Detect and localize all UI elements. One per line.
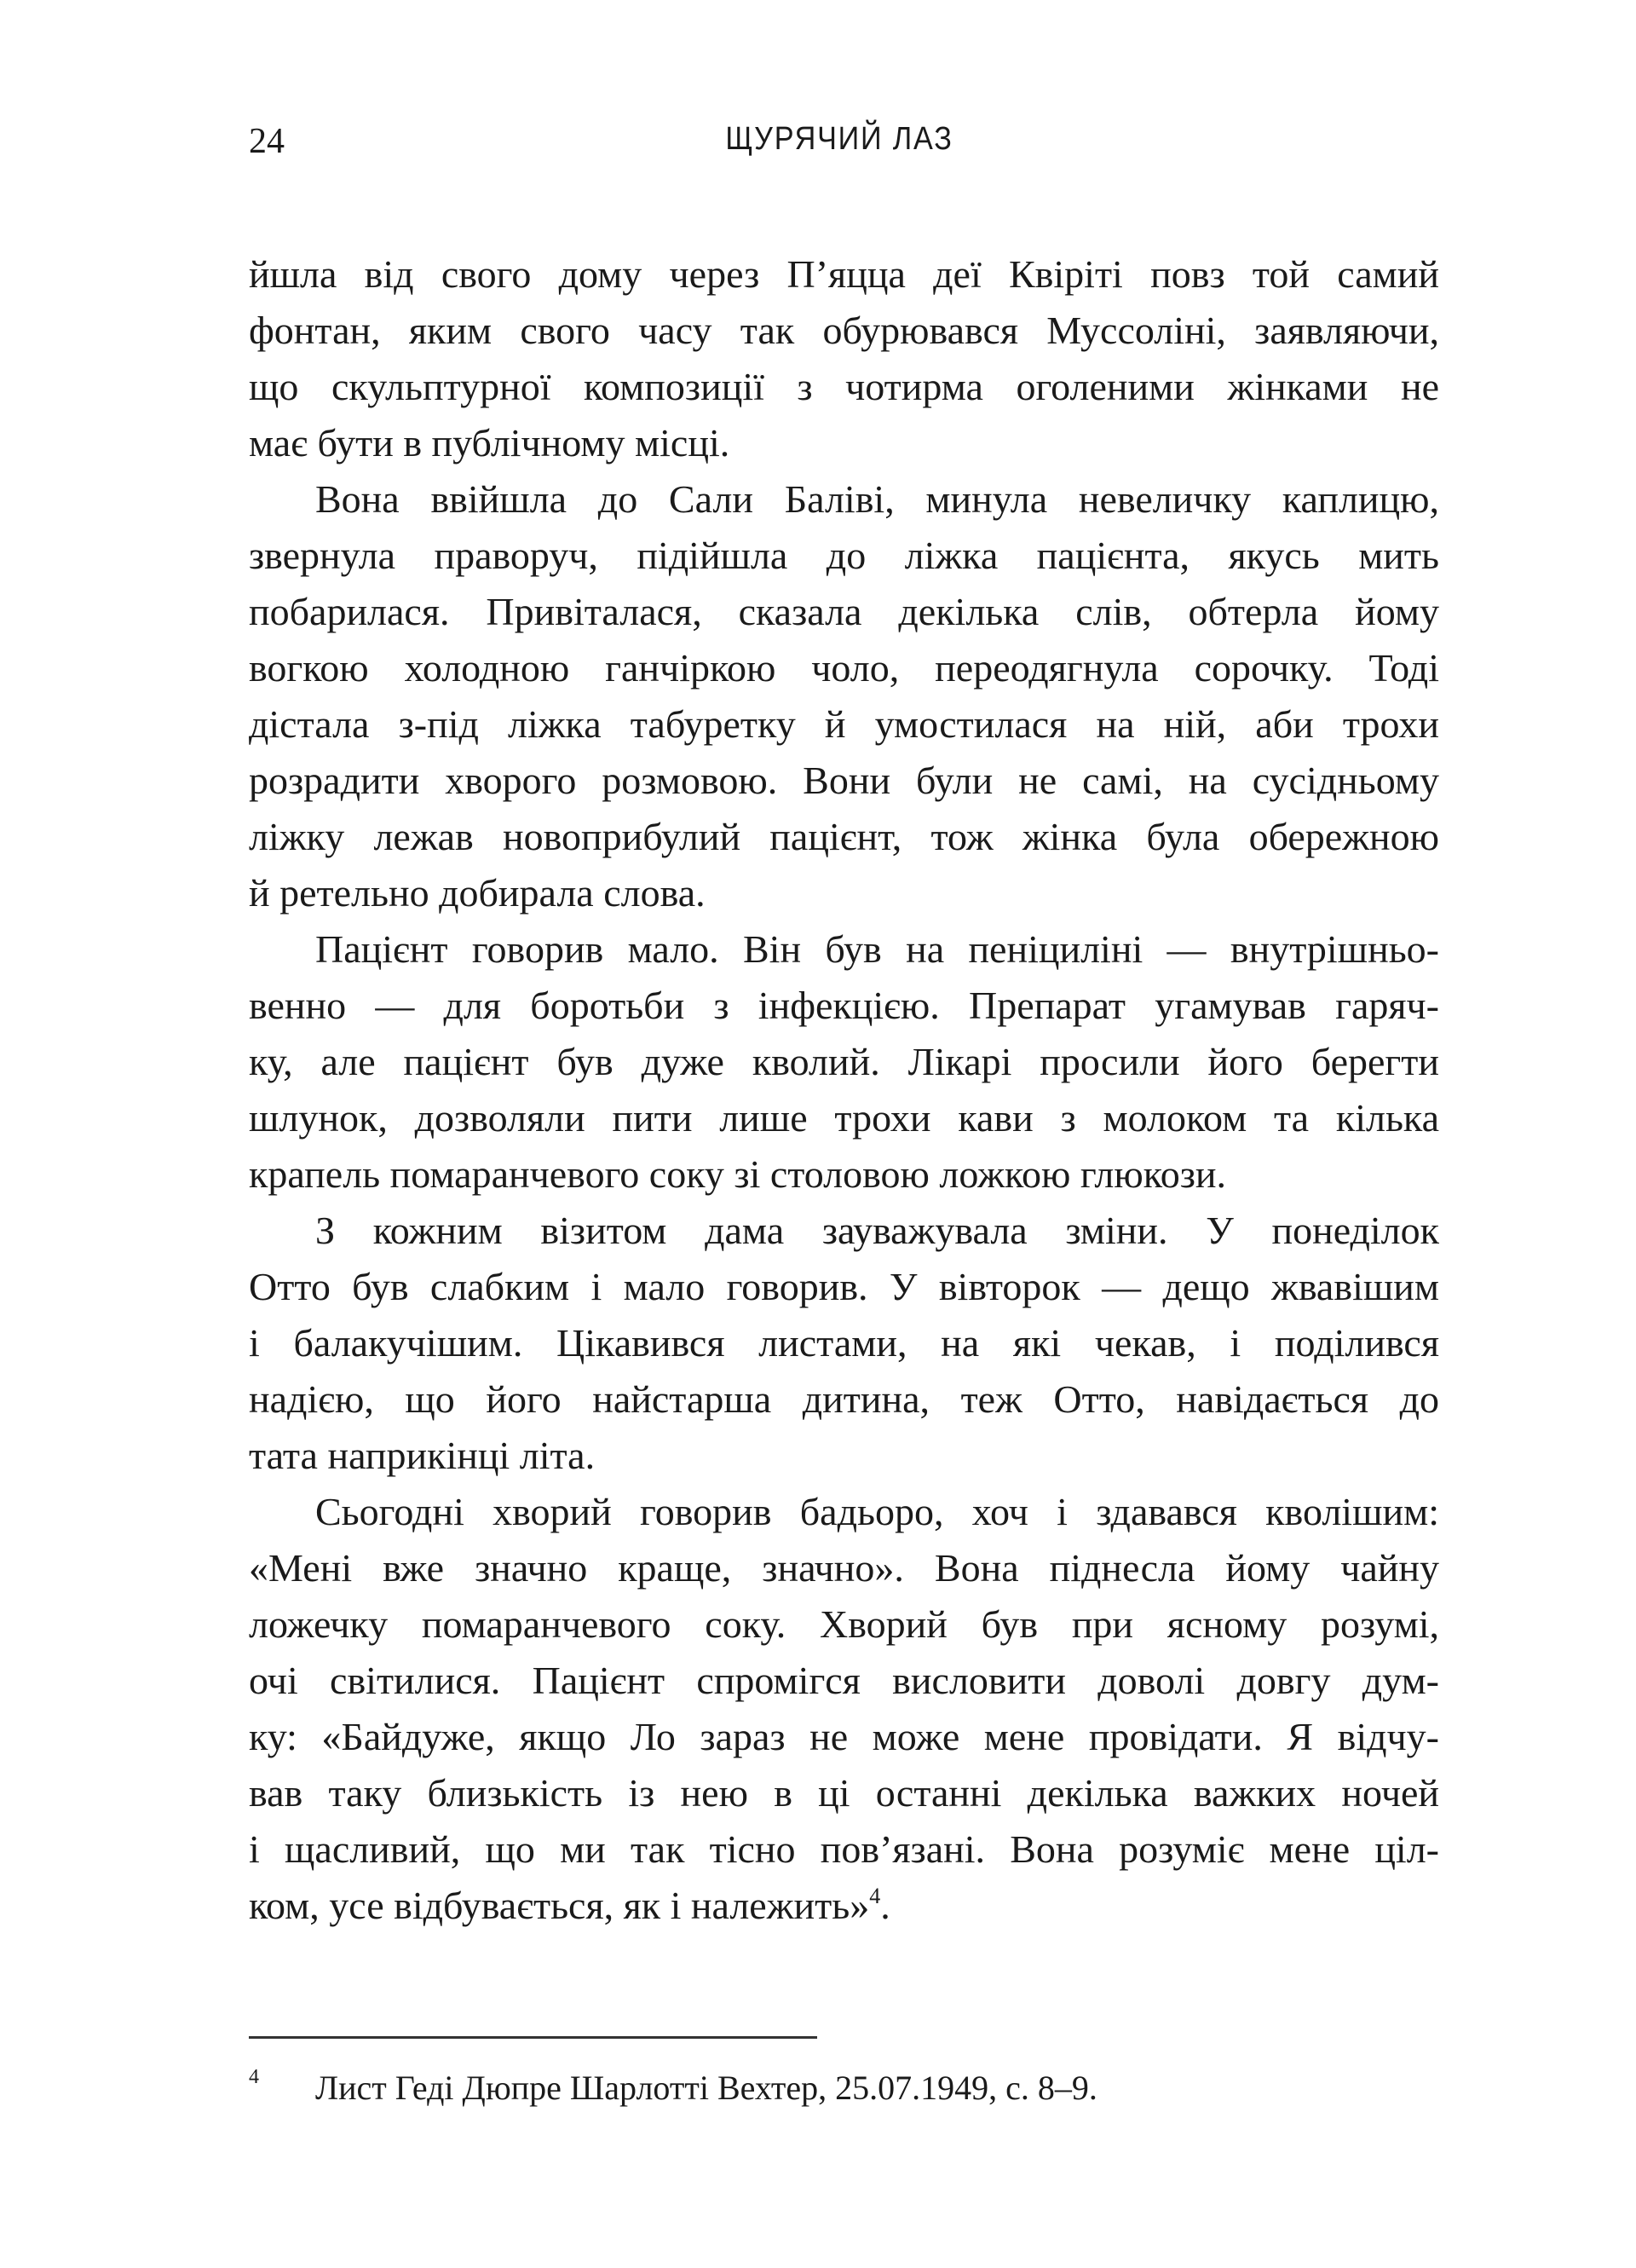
body-text — [249, 246, 1439, 1934]
text-line: венно — для боротьби з інфекцією. Препарат угамував гаряч- — [249, 984, 1439, 1027]
text-line: йшла від свого дому через П’яцца деї Квіріті повз той самий — [249, 252, 1439, 296]
page-number: 24 — [249, 122, 285, 161]
text-line-content: ком, усе відбувається, як і належить» — [249, 1884, 870, 1927]
text-line: ку: «Байдуже, якщо Ло зараз не може мене провідати. Я відчу- — [249, 1715, 1439, 1758]
text-line: звернула праворуч, підійшла до ліжка пацієнта, якусь мить — [249, 534, 1439, 577]
running-title: ЩУРЯЧИЙ ЛАЗ — [725, 121, 953, 157]
text-line: й ретельно добирала слова. — [249, 871, 706, 915]
text-line — [249, 1878, 1439, 1934]
text-line: фонтан, яким свого часу так обурювався Муссоліні, заявляючи, — [249, 309, 1439, 352]
final-punctuation: . — [880, 1884, 890, 1927]
text-line: ку, але пацієнт був дуже кволий. Лікарі просили його берегти — [249, 1040, 1439, 1083]
text-line: «Мені вже значно краще, значно». Вона піднесла йому чайну — [249, 1546, 1439, 1590]
text-line: вав таку близькість із нею в ці останні декілька важких ночей — [249, 1771, 1439, 1815]
text-line: дістала з-під ліжка табуретку й умостилася на ній, аби трохи — [249, 702, 1439, 746]
text-line: тата наприкінці літа. — [249, 1434, 596, 1477]
text-line: очі світилися. Пацієнт спромігся висловити доволі довгу дум- — [249, 1659, 1439, 1702]
text-line: має бути в публічному місці. — [249, 421, 730, 465]
footnote-divider — [249, 2036, 817, 2039]
footnote-text: Лист Геді Дюпре Шарлотті Вехтер, 25.07.1949, с. 8–9. — [315, 2069, 1097, 2107]
footnote-number: 4 — [249, 2066, 259, 2088]
footnote-reference[interactable]: 4 — [869, 1884, 881, 1908]
text-line: і балакучішим. Цікавився листами, на які чекав, і поділився — [249, 1321, 1439, 1365]
text-line: що скульптурної композиції з чотирма оголеними жінками не — [249, 365, 1439, 408]
text-line: надією, що його найстарша дитина, теж Отто, навідається до — [249, 1377, 1439, 1421]
text-line: Отто був слабким і мало говорив. У вівторок — дещо жвавішим — [249, 1265, 1439, 1308]
text-line: шлунок, дозволяли пити лише трохи кави з молоком та кілька — [249, 1096, 1439, 1140]
text-line: побарилася. Привіталася, сказала декілька слів, обтерла йому — [249, 590, 1439, 633]
text-line: і щасливий, що ми так тісно пов’язані. Вона розуміє мене ціл- — [249, 1827, 1439, 1871]
text-line: ліжку лежав новоприбулий пацієнт, тож жінка була обережною — [249, 815, 1439, 858]
text-line: З кожним візитом дама зауважувала зміни. У понеділок — [315, 1209, 1439, 1252]
text-line: вогкою холодною ганчіркою чоло, переодягнула сорочку. Тоді — [249, 646, 1439, 690]
text-line: ложечку помаранчевого соку. Хворий був при ясному розумі, — [249, 1602, 1439, 1646]
text-line: Сьогодні хворий говорив бадьоро, хоч і здавався кволішим: — [315, 1490, 1439, 1533]
text-line: Пацієнт говорив мало. Він був на пеніциліні — внутрішньо- — [315, 927, 1439, 971]
text-line: Вона ввійшла до Сали Баліві, минула невеличку каплицю, — [315, 477, 1439, 521]
text-line: крапель помаранчевого соку зі столовою ложкою глюкози. — [249, 1152, 1227, 1196]
text-line: розрадити хворого розмовою. Вони були не самі, на сусідньому — [249, 759, 1439, 802]
